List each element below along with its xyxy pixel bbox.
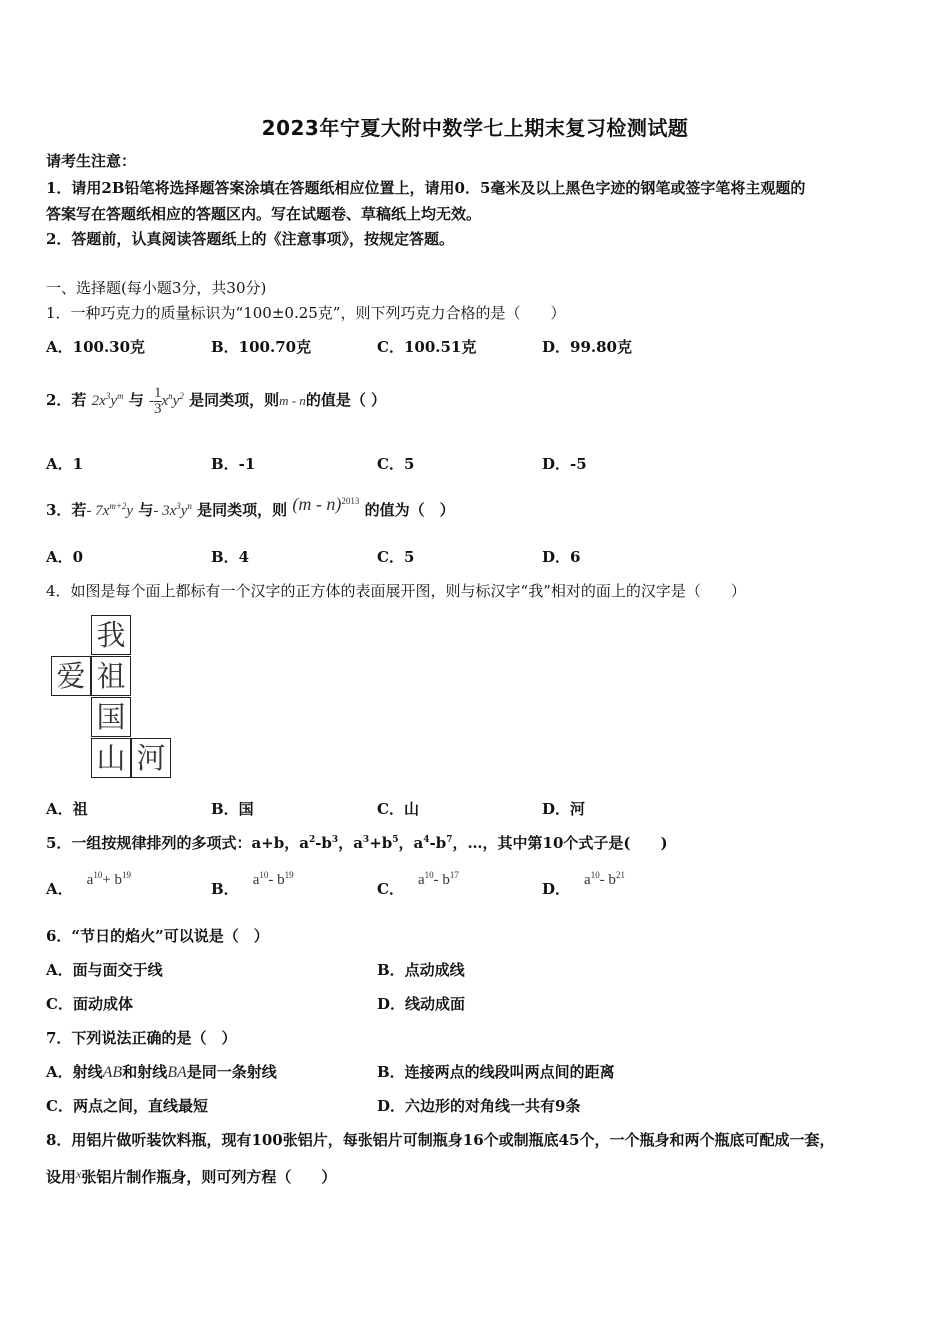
q4-option-b: B．国 — [211, 800, 254, 818]
q2-prefix: 2．若 — [46, 390, 87, 409]
question-8-line-1: 8．用铝片做听装饮料瓶，现有100张铝片，每张铝片可制瓶身16个或制瓶底45个，一个瓶身和两个瓶底可配成一套， — [46, 1131, 835, 1149]
question-7-stem: 7．下列说法正确的是（ ） — [46, 1029, 237, 1047]
q5-a-base: a — [86, 872, 94, 888]
q8-var-x: x — [76, 1167, 82, 1181]
q7-a-text-1: A．射线 — [46, 1063, 103, 1081]
q3-power-expr — [292, 494, 359, 514]
q2-frac-bar — [154, 401, 162, 417]
notice-heading: 请考生注意： — [46, 152, 137, 170]
q3-term-1-coef: - 7x — [86, 503, 110, 519]
net-cell-zu: 祖 — [91, 656, 131, 696]
q4-option-c: C．山 — [377, 800, 419, 818]
question-5-stem — [46, 832, 668, 853]
q5-sup-1: 2 — [308, 835, 316, 845]
q3-option-a: A．0 — [46, 548, 84, 566]
q5-sup-6: 7 — [446, 835, 453, 845]
net-cell-ai: 爱 — [51, 656, 91, 696]
q1-option-b: B．100.70克 — [211, 338, 312, 356]
section-heading: 一、选择题(每小题3分，共30分) — [46, 279, 267, 297]
q5-c-exp-2: 17 — [449, 870, 459, 880]
q3-term-2-exp-x: 3 — [176, 501, 181, 511]
q2-frac-num: 1 — [154, 385, 162, 401]
q5-stem-part-c: ，a — [338, 834, 363, 852]
q5-option-b-label: B． — [211, 880, 239, 898]
q5-option-a — [46, 870, 132, 899]
q5-c-exp-1: 10 — [424, 870, 434, 880]
net-cell-shan: 山 — [91, 738, 131, 778]
q5-option-b-expr — [253, 872, 294, 888]
q3-mid: 与 — [138, 501, 154, 519]
q3-suffix-2: 的值为（ ） — [364, 501, 455, 519]
q2-term-2-exp-y: 2 — [179, 390, 184, 401]
q5-c-base: a — [417, 872, 425, 888]
q5-b-base: a — [252, 872, 260, 888]
q5-b-op: - b — [268, 872, 285, 888]
q2-option-d: D．-5 — [542, 455, 587, 473]
q5-d-op: - b — [599, 872, 616, 888]
question-4-stem: 4．如图是每个面上都标有一个汉字的正方体的表面展开图，则与标汉字“我”相对的面上的汉字是（ ） — [46, 582, 746, 600]
q3-option-b: B．4 — [211, 548, 250, 566]
q7-option-a — [46, 1061, 277, 1082]
q5-a-op: + b — [102, 872, 123, 888]
q5-stem-part-g: ，…，其中第10个式子是( ) — [452, 834, 668, 852]
q2-term-2-var-x: x — [161, 392, 169, 409]
q1-option-c: C．100.51克 — [377, 338, 477, 356]
notice-line-3: 2．答题前，认真阅读答题纸上的《注意事项》，按规定答题。 — [46, 230, 454, 248]
q6-option-d: D．线动成面 — [377, 995, 466, 1013]
question-2-stem — [46, 386, 386, 417]
q3-prefix: 3．若 — [46, 501, 87, 519]
question-3-stem — [46, 494, 455, 520]
q3-term-1-var-y: y — [126, 503, 134, 519]
q1-option-d: D．99.80克 — [542, 338, 632, 356]
q7-option-d: D．六边形的对角线一共有9条 — [377, 1097, 581, 1115]
q1-option-a: A．100.30克 — [46, 338, 146, 356]
q7-a-text-3: 是同一条射线 — [186, 1063, 277, 1081]
q3-term-2-exp-y: n — [187, 501, 192, 511]
q2-term-1-var-y: y — [110, 392, 118, 409]
q2-suffix-1: 是同类项，则 — [189, 390, 280, 409]
q3-option-c: C．5 — [377, 548, 415, 566]
q2-suffix-2: 的值是（ ） — [305, 390, 387, 409]
q5-option-a-label: A． — [46, 880, 73, 898]
q3-power: 2013 — [341, 496, 360, 506]
q2-term-2-exp-x: n — [168, 390, 173, 401]
q3-suffix-1: 是同类项，则 — [197, 501, 288, 519]
q5-d-exp-2: 21 — [615, 870, 625, 880]
q5-option-c-label: C． — [377, 880, 404, 898]
q2-option-b: B．-1 — [211, 455, 256, 473]
q5-d-exp-1: 10 — [590, 870, 600, 880]
q5-option-d-label: D． — [542, 880, 571, 898]
q5-a-exp-1: 10 — [93, 870, 103, 880]
q2-mid: 与 — [128, 390, 144, 409]
q7-option-b: B．连接两点的线段叫两点间的距离 — [377, 1063, 615, 1081]
q5-a-exp-2: 19 — [122, 870, 132, 880]
q3-term-2-var-y: y — [180, 503, 188, 519]
q7-a-text-2: 和射线 — [122, 1063, 168, 1081]
q5-d-base: a — [584, 872, 591, 888]
q5-option-d-expr — [584, 872, 625, 888]
q5-option-c-expr — [418, 872, 459, 888]
q3-option-d: D．6 — [542, 548, 581, 566]
q5-stem-part-a: 5．一组按规律排列的多项式：a+b，a — [46, 834, 309, 852]
q5-option-d — [542, 870, 625, 899]
q5-b-exp-1: 10 — [259, 870, 269, 880]
q2-frac-den: 3 — [154, 401, 162, 417]
q7-a-ray-ba: BA — [167, 1064, 187, 1081]
q5-sup-5: 4 — [423, 835, 430, 845]
q4-option-a: A．祖 — [46, 800, 88, 818]
q2-term-1-exp-x: 3 — [105, 390, 111, 401]
q6-option-a: A．面与面交于线 — [46, 961, 163, 979]
question-1-stem: 1．一种巧克力的质量标识为“100±0.25克”，则下列巧克力合格的是（ ） — [46, 304, 566, 322]
q5-option-c — [377, 870, 459, 899]
q3-term-2 — [153, 503, 192, 519]
net-cell-wo: 我 — [91, 615, 131, 655]
q2-option-a: A．1 — [46, 455, 84, 473]
question-6-stem: 6．“节日的焰火”可以说是（ ） — [46, 927, 269, 945]
notice-line-1: 1．请用2B铅笔将选择题答案涂填在答题纸相应位置上，请用0．5毫米及以上黑色字迹的钢笔或签字笔将主观题的 — [46, 179, 806, 197]
q3-paren: (m - n) — [292, 494, 342, 514]
q6-option-b: B．点动成线 — [377, 961, 465, 979]
q5-stem-part-d: +b — [369, 834, 393, 852]
q2-term-1-exp-y: m — [117, 390, 124, 401]
page-title: 2023年宁夏大附中数学七上期末复习检测试题 — [261, 116, 689, 140]
q5-option-a-expr — [87, 872, 131, 888]
q5-sup-2: 3 — [331, 835, 339, 845]
q2-term-1 — [91, 390, 124, 409]
q5-option-b — [211, 870, 294, 899]
q5-stem-part-e: ，a — [398, 834, 424, 852]
q3-term-1 — [86, 503, 133, 519]
q2-term-2-var-y: y — [172, 392, 180, 409]
q2-option-c: C．5 — [377, 455, 415, 473]
q5-b-exp-2: 19 — [284, 870, 294, 880]
q6-option-c: C．面动成体 — [46, 995, 133, 1013]
q8-text-2: 张铝片制作瓶身，则可列方程（ ） — [81, 1168, 337, 1186]
q2-term-2-sign: - — [149, 392, 154, 409]
q7-option-c: C．两点之间，直线最短 — [46, 1097, 208, 1115]
q2-m-minus-n: m - n — [279, 392, 306, 408]
q8-text-1: 设用 — [46, 1168, 77, 1186]
q5-sup-4: 5 — [392, 835, 399, 845]
q2-fraction — [154, 386, 162, 417]
notice-line-2: 答案写在答题纸相应的答题区内。写在试题卷、草稿纸上均无效。 — [46, 205, 482, 223]
q7-a-ray-ab: AB — [102, 1064, 123, 1081]
q3-term-2-coef: - 3x — [153, 503, 177, 519]
q3-term-1-exp-x: m+2 — [109, 501, 127, 511]
q5-stem-part-f: -b — [429, 834, 447, 852]
q4-option-d: D．河 — [542, 800, 586, 818]
net-cell-guo: 国 — [91, 697, 131, 737]
q5-c-op: - b — [433, 872, 450, 888]
q2-term-1-coef: 2x — [91, 392, 106, 409]
q5-sup-3: 3 — [362, 835, 370, 845]
q5-stem-part-b: -b — [315, 834, 332, 852]
q2-term-2 — [149, 385, 184, 417]
question-8-line-2 — [46, 1166, 336, 1187]
net-cell-he: 河 — [131, 738, 171, 778]
